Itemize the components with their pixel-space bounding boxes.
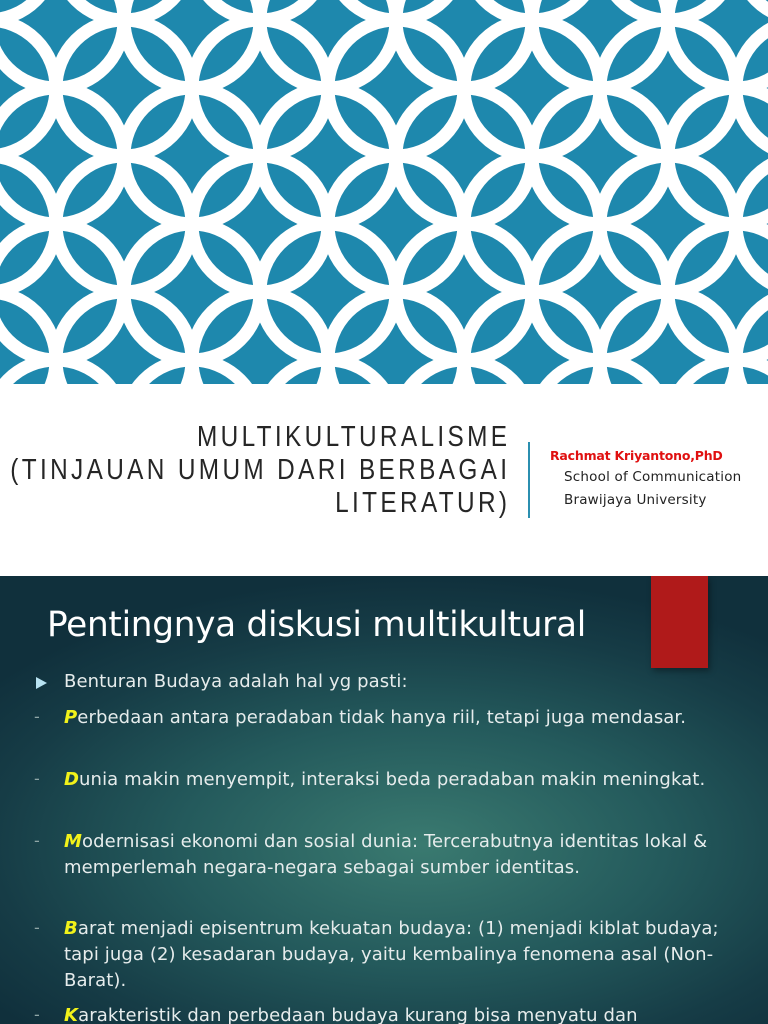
title-line-2: (TINJAUAN UMUM DARI BERBAGAI bbox=[9, 454, 510, 486]
item-initial: K bbox=[64, 1005, 79, 1024]
list-item bbox=[64, 705, 726, 731]
dash-marker: - bbox=[34, 707, 40, 726]
dash-marker: - bbox=[34, 1005, 40, 1024]
intro-bullet: Benturan Budaya adalah hal yg pasti: bbox=[64, 671, 408, 692]
item-initial: P bbox=[64, 707, 78, 728]
list-item bbox=[64, 829, 726, 881]
list-item bbox=[64, 767, 726, 793]
item-text: odernisasi ekonomi dan sosial dunia: Tercerabutnya identitas lokal & memperlemah negara-negara sebagai sumber identitas. bbox=[64, 831, 708, 878]
item-text: erbedaan antara peradaban tidak hanya riil, tetapi juga mendasar. bbox=[77, 707, 687, 728]
title-line-1: MULTIKULTURALISME bbox=[196, 421, 510, 453]
list-item bbox=[64, 1003, 726, 1024]
item-initial: B bbox=[64, 918, 78, 939]
title-line-3: LITERATUR) bbox=[334, 487, 510, 519]
item-text: arakteristik dan perbedaan budaya kurang bisa menyatu dan bbox=[78, 1005, 638, 1024]
affiliation-school: School of Communication bbox=[564, 469, 742, 485]
item-text: arat menjadi episentrum kekuatan budaya: (1) menjadi kiblat budaya; tapi juga (2) kesadaran budaya, yaitu kembalinya fenomena asal (Non-Barat). bbox=[64, 918, 719, 991]
bullet-arrow-icon bbox=[36, 677, 47, 689]
author-name: Rachmat Kriyantono,PhD bbox=[550, 448, 723, 463]
dash-marker: - bbox=[34, 918, 40, 937]
list-item bbox=[64, 916, 726, 994]
item-text: unia makin menyempit, interaksi beda peradaban makin meningkat. bbox=[79, 769, 706, 790]
presentation-title bbox=[0, 420, 510, 520]
decorative-pattern bbox=[0, 0, 768, 384]
slide-heading: Pentingnya diskusi multikultural bbox=[47, 605, 586, 645]
content-slide bbox=[0, 576, 768, 1024]
dash-marker: - bbox=[34, 831, 40, 850]
dash-marker: - bbox=[34, 769, 40, 788]
affiliation-university: Brawijaya University bbox=[564, 492, 707, 508]
item-initial: M bbox=[64, 831, 83, 852]
title-divider bbox=[528, 442, 530, 518]
accent-tab bbox=[651, 576, 708, 668]
item-initial: D bbox=[64, 769, 80, 790]
